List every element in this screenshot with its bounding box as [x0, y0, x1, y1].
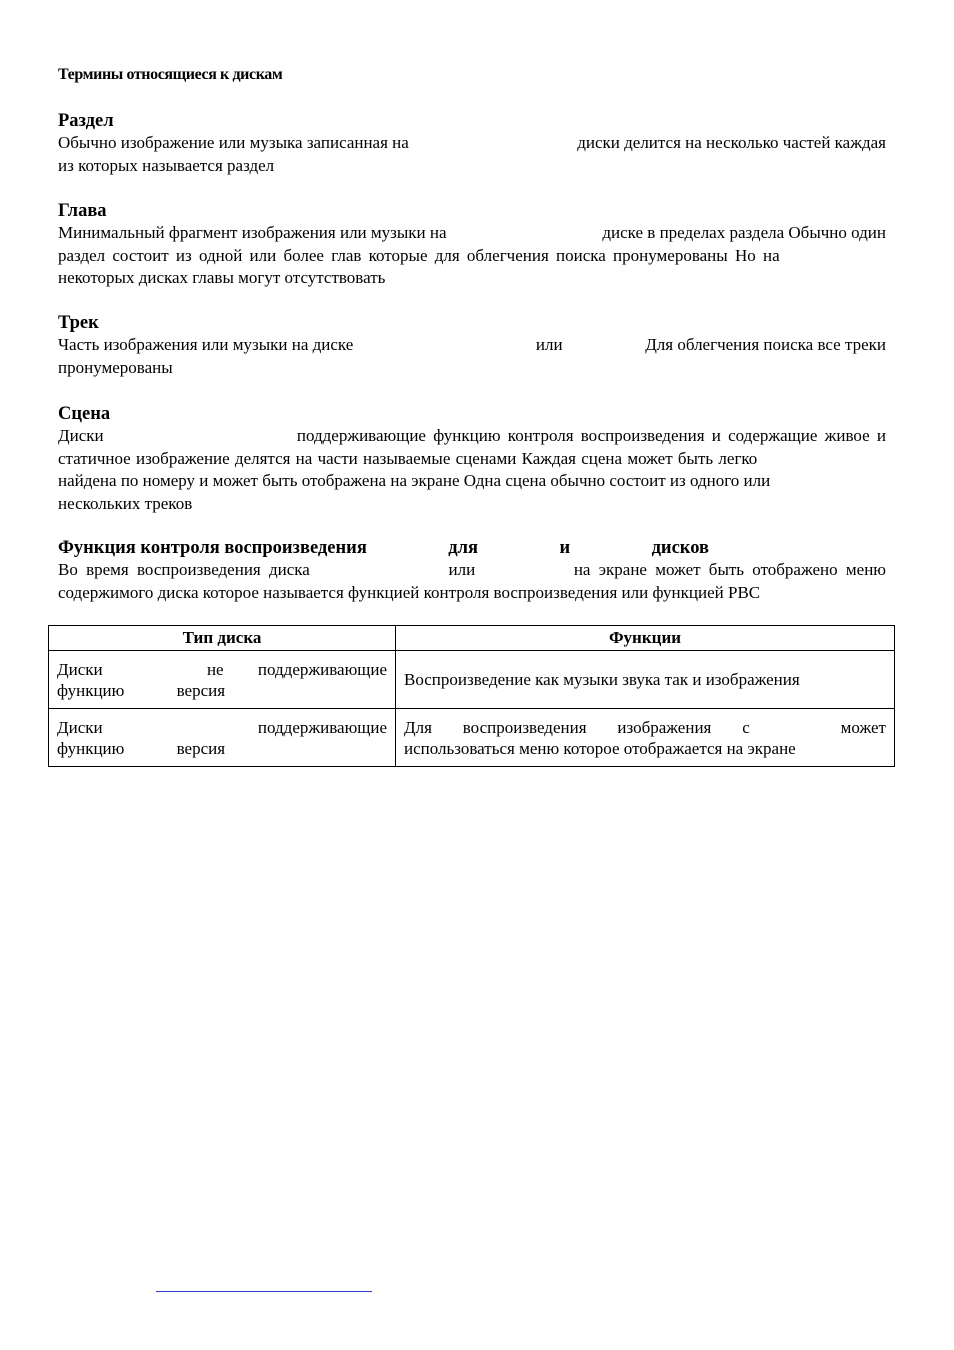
text-fragment: или [535, 335, 563, 354]
cell-fragment: версия [176, 680, 226, 700]
table-row [49, 651, 895, 709]
heading-fragment: и [559, 538, 571, 558]
text-line: некоторых дисках главы могут отсутствовать [58, 268, 386, 287]
cell-fragment: не [206, 659, 224, 679]
section-heading: Сцена [58, 404, 111, 424]
text-fragment: поддерживающие функцию контроля воспроизведения и содержащие живое и [296, 426, 886, 445]
heading-fragment: Функция контроля воспроизведения [58, 538, 367, 558]
section-heading: Раздел [58, 111, 114, 131]
heading-fragment: для [448, 538, 479, 558]
text-line: раздел состоит из одной или более глав которые для облегчения поиска пронумерованы Но на [58, 245, 780, 265]
section-heading: Трек [58, 313, 99, 333]
text-fragment: Часть изображения или музыки на диске [58, 335, 354, 354]
section-text [58, 425, 886, 515]
section-razdel [58, 110, 886, 177]
text-fragment: на экране может быть отображено меню [573, 560, 886, 579]
function-cell: Воспроизведение как музыки звука так и изображения [396, 651, 895, 709]
cell-fragment: функцию [57, 680, 125, 700]
text-fragment: Для облегчения поиска все треки [645, 335, 886, 354]
column-header: Функции [396, 626, 895, 651]
section-pbc [58, 537, 886, 604]
cell-fragment: поддерживающие [257, 659, 387, 679]
heading-fragment: дисков [651, 538, 709, 558]
text-fragment: Диски [58, 426, 104, 445]
text-fragment: Минимальный фрагмент изображения или музыки на [58, 223, 447, 242]
text-line: пронумерованы [58, 357, 173, 377]
section-heading [58, 537, 709, 559]
cell-fragment: Диски [57, 659, 103, 679]
cell-fragment: изображения [617, 717, 712, 737]
column-header: Тип диска [49, 626, 396, 651]
section-text [58, 132, 886, 177]
cell-fragment: Диски [57, 717, 103, 737]
section-heading: Глава [58, 201, 107, 221]
text-fragment: диске в пределах раздела Обычно один [602, 223, 886, 242]
text-line: найдена по номеру и может быть отображена на экране Одна сцена обычно состоит из одного или [58, 471, 771, 490]
table-row [49, 709, 895, 767]
text-line: из которых называется раздел [58, 155, 275, 175]
cell-fragment: функцию [57, 738, 125, 758]
text-fragment: или [448, 560, 476, 579]
cell-fragment: воспроизведения [462, 717, 587, 737]
section-text [58, 222, 886, 290]
disc-type-cell [49, 651, 396, 709]
section-scena [58, 403, 886, 515]
disc-type-table [48, 625, 895, 767]
disc-type-cell [49, 709, 396, 767]
text-line: статичное изображение делятся на части называемые сценами Каждая сцена может быть легко [58, 448, 758, 468]
cell-fragment: Для [404, 717, 432, 737]
text-line: содержимого диска которое называется функцией контроля воспроизведения или функцией PBC [58, 582, 761, 602]
cell-line: использоваться меню которое отображается на экране [404, 738, 796, 758]
function-cell [396, 709, 895, 767]
cell-fragment: может [840, 717, 886, 737]
table-header-row [49, 626, 895, 651]
text-fragment: диски делится на несколько частей каждая [577, 133, 886, 152]
text-fragment: Во время воспроизведения диска [58, 560, 310, 579]
section-text [58, 559, 886, 604]
cell-fragment: поддерживающие [257, 717, 387, 737]
footer-link-underline[interactable] [156, 1291, 372, 1292]
section-trek [58, 312, 886, 379]
section-text [58, 334, 886, 379]
text-line: нескольких треков [58, 493, 193, 513]
document-title: Термины относящиеся к дискам [58, 66, 283, 83]
cell-fragment: с [742, 717, 750, 737]
text-fragment: Обычно изображение или музыка записанная на [58, 133, 409, 152]
section-glava [58, 200, 886, 290]
cell-fragment: версия [176, 738, 226, 758]
